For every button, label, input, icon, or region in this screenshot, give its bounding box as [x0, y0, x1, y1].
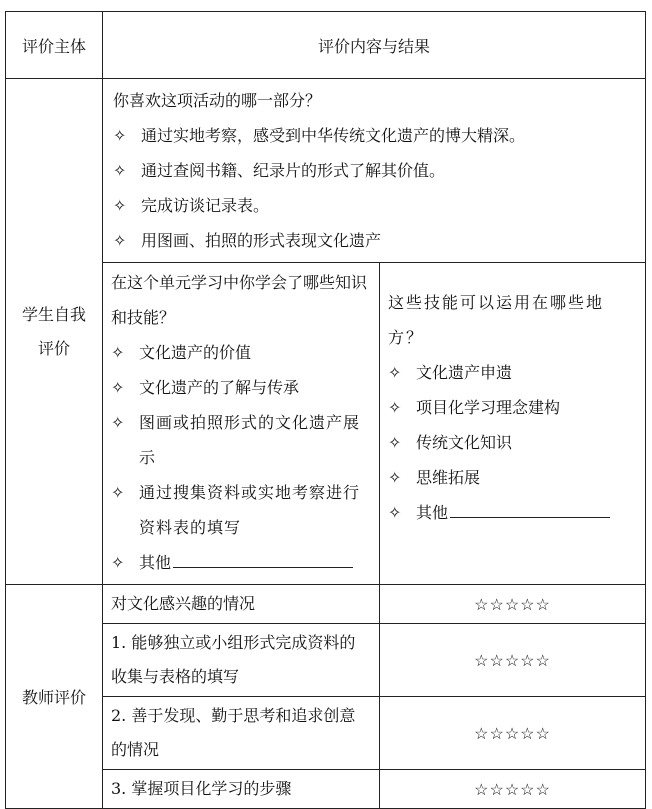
option1-1 — [113, 153, 645, 188]
star-rating[interactable]: ☆☆☆☆☆ — [380, 585, 646, 624]
option2-2 — [111, 405, 371, 475]
option3-4 — [388, 495, 637, 530]
bullet-icon: ✧ — [113, 126, 127, 145]
bullet-icon: ✧ — [111, 378, 125, 397]
header-content: 评价内容与结果 — [103, 12, 646, 79]
option-text: 通过实地考察，感受到中华传统文化遗产的博大精深。 — [141, 126, 526, 145]
option-text: 图画或拍照形式的文化遗产展示 — [139, 413, 361, 467]
bullet-icon: ✧ — [113, 231, 127, 250]
option-text: 完成访谈记录表。 — [141, 196, 270, 215]
teacher-criterion: 2. 善于发现、勤于思考和追求创意的情况 — [103, 697, 380, 770]
star-rating[interactable]: ☆☆☆☆☆ — [380, 770, 646, 809]
header-row — [6, 12, 646, 79]
option-text: 项目化学习理念建构 — [416, 398, 561, 417]
teacher-eval-row-0 — [6, 585, 646, 624]
option-other — [139, 545, 371, 580]
self-eval-row-1 — [6, 79, 646, 263]
option3-1 — [388, 390, 637, 425]
blank-line — [450, 499, 610, 518]
option-text: 文化遗产的价值 — [139, 343, 252, 362]
bullet-icon: ✧ — [388, 503, 402, 522]
option-text: 通过搜集资料或实地考察进行资料表的填写 — [139, 483, 361, 537]
bullet-icon: ✧ — [388, 363, 402, 382]
option-text: 其他 — [139, 553, 172, 572]
option1-0 — [113, 118, 645, 153]
star-rating[interactable]: ☆☆☆☆☆ — [380, 624, 646, 697]
question-1: 你喜欢这项活动的哪一部分？ — [113, 91, 322, 110]
option3-3 — [388, 460, 637, 495]
bullet-icon: ✧ — [113, 196, 127, 215]
self-eval-label — [6, 79, 103, 585]
skills-usage-cell — [380, 263, 646, 585]
option2-0 — [111, 335, 371, 370]
bullet-icon: ✧ — [388, 433, 402, 452]
teacher-criterion: 3. 掌握项目化学习的步骤 — [103, 770, 380, 809]
bullet-icon: ✧ — [111, 413, 125, 432]
bullet-icon: ✧ — [388, 468, 402, 487]
option2-3 — [111, 475, 371, 545]
evaluation-table — [5, 11, 646, 809]
teacher-criterion: 对文化感兴趣的情况 — [103, 585, 380, 624]
option-text: 思维拓展 — [416, 468, 481, 487]
bullet-icon: ✧ — [111, 483, 125, 502]
header-subject: 评价主体 — [6, 12, 103, 79]
option3-2 — [388, 425, 637, 460]
option3-0 — [388, 355, 637, 390]
bullet-icon: ✧ — [111, 553, 125, 572]
option-text: 其他 — [416, 503, 449, 522]
question-2: 在这个单元学习中你学会了哪些知识和技能？ — [111, 273, 368, 327]
self-eval-question1-cell — [103, 79, 646, 263]
teacher-criterion: 1. 能够独立或小组形式完成资料的收集与表格的填写 — [103, 624, 380, 697]
bullet-icon: ✧ — [111, 343, 125, 362]
option1-2 — [113, 188, 645, 223]
self-eval-label-line1: 学生自我 — [21, 304, 86, 324]
skills-learned-cell — [103, 263, 380, 585]
star-rating[interactable]: ☆☆☆☆☆ — [380, 697, 646, 770]
question-3: 这些技能可以运用在哪些地方？ — [388, 293, 605, 347]
option-text: 通过查阅书籍、纪录片的形式了解其价值。 — [141, 161, 446, 180]
bullet-icon: ✧ — [113, 161, 127, 180]
blank-line — [173, 549, 353, 568]
option-text: 文化遗产的了解与传承 — [139, 378, 300, 397]
option-text: 传统文化知识 — [416, 433, 513, 452]
option2-4 — [111, 545, 371, 580]
teacher-eval-label: 教师评价 — [6, 585, 103, 809]
self-eval-label-line2: 评价 — [37, 338, 70, 358]
option2-1 — [111, 370, 371, 405]
bullet-icon: ✧ — [388, 398, 402, 417]
option1-3 — [113, 223, 645, 258]
option-text: 用图画、拍照的形式表现文化遗产 — [141, 231, 382, 250]
option-text: 文化遗产申遗 — [416, 363, 513, 382]
